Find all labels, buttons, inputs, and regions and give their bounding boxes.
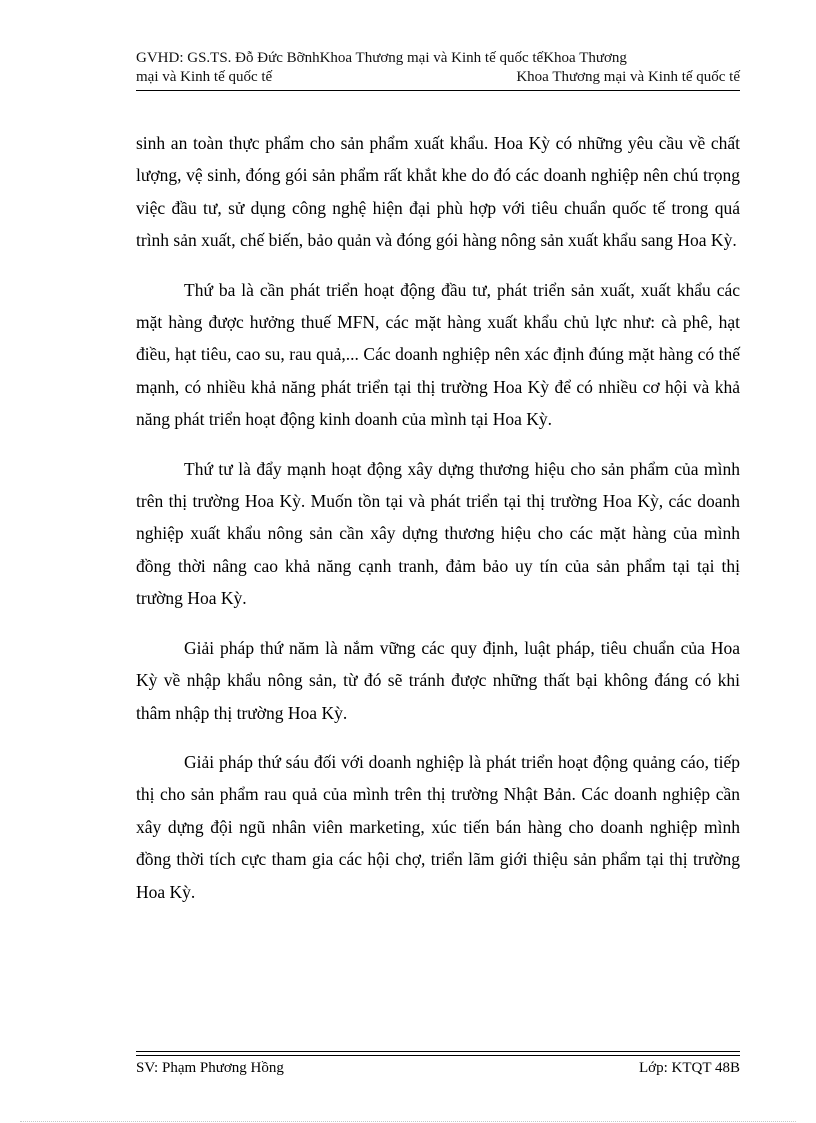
paragraph-3: Thứ tư là đẩy mạnh hoạt động xây dựng thương hiệu cho sản phẩm của mình trên thị trường Hoa Kỳ. Muốn tồn tại và phát triển tại thị trường Hoa Kỳ, các doanh nghiệp xuất khẩu nông sản cần xây dựng thương hiệu cho các mặt hàng của mình đồng thời nâng cao khả năng cạnh tranh, đảm bảo uy tín của sản phẩm tại tại thị trường Hoa Kỳ.	[136, 458, 740, 609]
paragraph-1: sinh an toàn thực phẩm cho sản phẩm xuất khẩu. Hoa Kỳ có những yêu cầu về chất lượng, vệ sinh, đóng gói sản phẩm rất khắt khe do đó các doanh nghiệp nên chú trọng việc đầu tư, sử dụng công nghệ hiện đại phù hợp với tiêu chuẩn quốc tế trong quá trình sản xuất, chế biến, bảo quản và đóng gói hàng nông sản xuất khẩu sang Hoa Kỳ.	[136, 133, 740, 251]
footer-student: SV: Phạm Phương Hồng	[136, 1060, 284, 1076]
header-divider	[136, 90, 740, 91]
paragraph-4: Giải pháp thứ năm là nắm vững các quy định, luật pháp, tiêu chuẩn của Hoa Kỳ về nhập khẩu nông sản, từ đó sẽ tránh được những thất bại không đáng có khi thâm nhập thị trường Hoa Kỳ.	[136, 637, 740, 723]
paragraph-5: Giải pháp thứ sáu đối với doanh nghiệp là phát triển hoạt động quảng cáo, tiếp thị cho sản phẩm rau quả của mình trên thị trường Nhật Bản. Các doanh nghiệp cần xây dựng đội ngũ nhân viên marketing, xúc tiến bán hàng cho doanh nghiệp mình đồng thời tích cực tham gia các hội chợ, triển lãm giới thiệu sản phẩm tại thị trường Hoa Kỳ.	[136, 751, 740, 902]
document-body	[136, 127, 740, 925]
footer-divider-bottom	[136, 1055, 740, 1056]
page-header	[136, 49, 740, 87]
page-bottom-edge	[20, 1121, 796, 1122]
paragraph-2: Thứ ba là cần phát triển hoạt động đầu tư, phát triển sản xuất, xuất khẩu các mặt hàng được hưởng thuế MFN, các mặt hàng xuất khẩu chủ lực như: cà phê, hạt điều, hạt tiêu, cao su, rau quả,... Các doanh nghiệp nên xác định đúng mặt hàng có thế mạnh, có nhiều khả năng phát triển tại thị trường Hoa Kỳ để có nhiều cơ hội và khả năng phát triển hoạt động kinh doanh của mình tại Hoa Kỳ.	[136, 279, 740, 430]
header-line-2	[136, 68, 740, 87]
header-line-1: GVHD: GS.TS. Đỗ Đức BỡnhKhoa Thương mại và Kinh tế quốc tếKhoa Thương	[136, 50, 627, 66]
footer-divider-top	[136, 1051, 740, 1052]
page-footer	[136, 1059, 740, 1077]
header-line-2-left: mại và Kinh tế quốc tế	[136, 69, 273, 85]
footer-class: Lớp: KTQT 48B	[639, 1060, 740, 1076]
header-line-2-right: Khoa Thương mại và Kinh tế quốc tế	[516, 69, 740, 85]
